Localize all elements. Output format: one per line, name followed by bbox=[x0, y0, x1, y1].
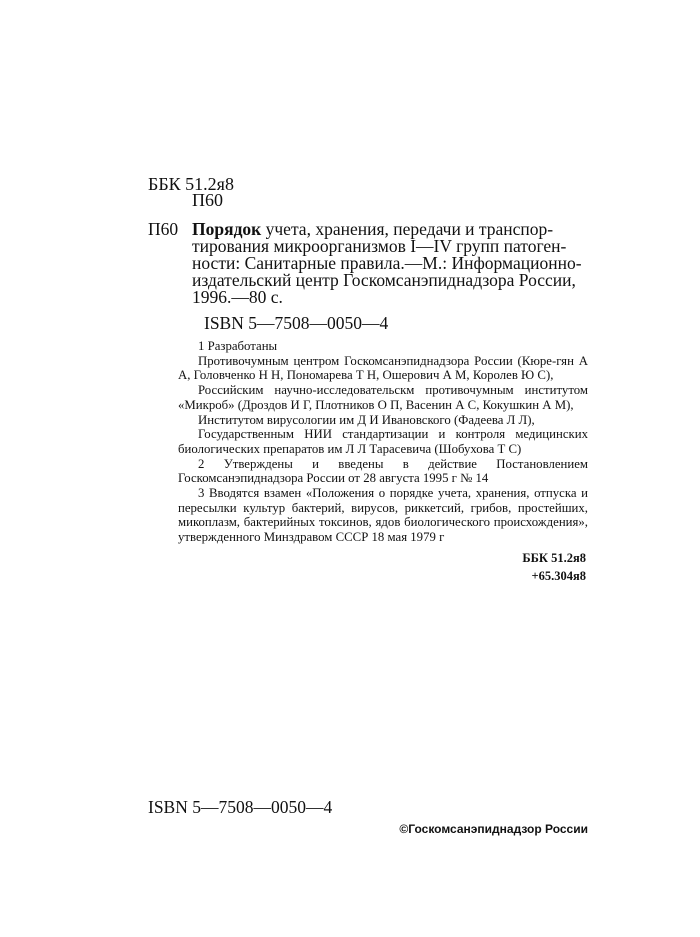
entry-line: ности: Санитарные правила.—М.: Информационно- bbox=[192, 253, 582, 273]
bbk-code: ББК 51.2я8 bbox=[148, 174, 234, 194]
entry-code: П60 bbox=[148, 219, 179, 239]
bbk-right-line: ББК 51.2я8 bbox=[522, 551, 586, 565]
entry-line: издательский центр Госкомсанэпиднадзора России, bbox=[192, 270, 576, 290]
note-3: 3 Вводятся взамен «Положения о порядке учета, хранения, отпуска и пересылки культур бактерий, вирусов, риккетсий, грибов, простейших, микоплазм, бактерийных токсинов, ядов биологического происхождения», утвержденного Минздравом СССР 18 мая 1979 г bbox=[178, 486, 588, 545]
entry-title: Порядок bbox=[192, 219, 262, 239]
entry-line: 1996.—80 с. bbox=[192, 287, 283, 307]
isbn-top: ISBN 5—7508—0050—4 bbox=[204, 313, 389, 333]
notes-block bbox=[178, 339, 588, 545]
note-1-org: Государственным НИИ стандартизации и контроля медицинских биологических препаратов им Л Л Тарасевича (Шобухова Т С) bbox=[178, 427, 588, 456]
bbk-right-line: +65.304я8 bbox=[531, 569, 586, 583]
author-index: П60 bbox=[192, 190, 223, 210]
note-1-org: Институтом вирусологии им Д И Ивановского (Фадеева Л Л), bbox=[198, 412, 535, 427]
bbk-right bbox=[522, 549, 586, 585]
entry-line: учета, хранения, передачи и транспор- bbox=[261, 219, 554, 239]
isbn-bottom: ISBN 5—7508—0050—4 bbox=[148, 797, 333, 817]
note-2: 2 Утверждены и введены в действие Постановлением Госкомсанэпиднадзора России от 28 августа 1995 г № 14 bbox=[178, 456, 588, 486]
copyright: ©Госкомсанэпиднадзор России bbox=[399, 822, 588, 836]
bibliographic-entry bbox=[148, 221, 588, 306]
note-1-org: Российским научно-исследовательскм противочумным институтом «Микроб» (Дроздов И Г, Плотников О П, Васенин А С, Кокушкин А М), bbox=[178, 383, 588, 412]
note-1-org: Противочумным центром Госкомсанэпиднадзора России (Кюре-гян А А, Головченко Н Н, Пономарева Т Н, Ошерович А М, Королев Ю С), bbox=[178, 353, 588, 383]
entry-line: тирования микроорганизмов I—IV групп патоген- bbox=[192, 236, 567, 256]
note-1-heading: 1 Разработаны bbox=[198, 339, 278, 353]
